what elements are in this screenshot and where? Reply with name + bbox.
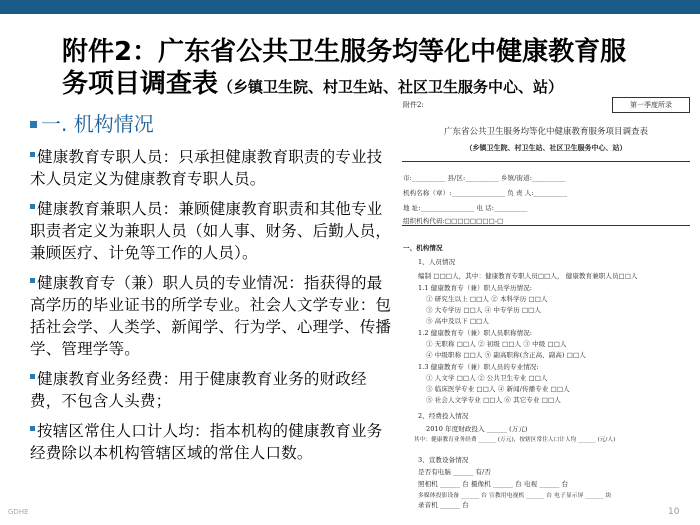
form-line: 1、人员情况 — [418, 258, 456, 266]
form-quarter-box: 第一季度所录 — [612, 97, 690, 113]
form-line: ⑤ 社会人文学专业 □□人 ⑥ 其它专业 □□人 — [426, 396, 561, 404]
footer-logo-text: GDHE — [8, 508, 29, 516]
content-left — [30, 110, 392, 472]
page-title — [62, 36, 692, 103]
paragraph-1 — [30, 146, 392, 190]
form-line: 录音机 ______ 台 — [418, 501, 469, 509]
form-line: 地 址:________________ 电 话:__________ — [403, 204, 528, 212]
paragraph-text: 健康教育专职人员：只承担健康教育职责的专业技术人员定义为健康教育专职人员。 — [30, 148, 383, 188]
bullet-icon — [30, 278, 35, 283]
form-line: ① 无职称 □□人 ② 初级 □□人 ③ 中级 □□人 — [426, 340, 567, 348]
title-line-2-main: 务项目调查表 — [62, 69, 219, 99]
form-attachment-label: 附件2: — [403, 101, 424, 109]
form-line: 其中：健康教育业务经费 ______ (万元)，按辖区常住人口计人均 ______ (元/人) — [414, 437, 616, 443]
paragraph-text: 健康教育业务经费：用于健康教育业务的财政经费，不包含人头费； — [30, 370, 367, 410]
bullet-icon — [30, 426, 35, 431]
form-line: 多媒体投影设备 ______ 台 宣教用电视机 ______ 台 电子显示屏 ______ 块 — [418, 493, 612, 499]
paragraph-5 — [30, 420, 392, 464]
paragraph-text: 健康教育专（兼）职人员的专业情况：指获得的最高学历的毕业证书的所学专业。社会人文学专业：包括社会学、人类学、新闻学、行为学、心理学、传播学、管理学等。 — [30, 274, 392, 358]
title-line-1: 附件2：广东省公共卫生服务均等化中健康教育服 — [62, 37, 627, 67]
form-divider — [402, 225, 690, 226]
page-number: 10 — [668, 507, 680, 517]
form-line: ① 人文学 □□人 ② 公共卫生专业 □□人 — [426, 374, 548, 382]
form-line: ③ 大专学历 □□人 ④ 中专学历 □□人 — [426, 306, 541, 314]
bullet-icon — [30, 374, 35, 379]
form-line: ③ 临床医学专业 □□人 ④ 新闻/传播专业 □□人 — [426, 385, 570, 393]
form-line: 编制 □□□人，其中：健康教育专职人员□□人， 健康教育兼职人员□□人 — [418, 272, 638, 280]
form-line: 组织机构代码:□□□□□□□□-□ — [403, 217, 504, 225]
section-heading-text: 一. 机构情况 — [41, 112, 154, 136]
form-line: 3、宣教设备情况 — [418, 456, 469, 464]
bullet-icon — [30, 152, 35, 157]
form-line: 市:__________ 县/区:__________ 乡镇/街道:__________ — [403, 174, 566, 182]
form-line: 1.2 健康教育专（兼）职人员职称情况: — [418, 329, 533, 337]
form-title: 广东省公共卫生服务均等化中健康教育服务项目调查表 — [443, 127, 648, 137]
paragraph-text: 按辖区常住人口计人均：指本机构的健康教育业务经费除以本机构管辖区域的常住人口数。 — [30, 422, 383, 462]
form-subtitle: （乡镇卫生院、村卫生站、社区卫生服务中心、站） — [465, 143, 627, 152]
form-line: ⑤ 高中及以下 □□人 — [426, 317, 490, 325]
section-heading — [30, 110, 392, 138]
paragraph-text: 健康教育兼职人员：兼顾健康教育职责和其他专业职责者定义为兼职人员（如人事、财务、后勤人员，兼顾医疗、计免等工作的人员）。 — [30, 200, 392, 262]
top-banner — [0, 0, 700, 14]
form-line: 2010 年度财政投入 ______ (万元) — [426, 425, 528, 433]
form-line: 一、机构情况 — [403, 244, 443, 252]
paragraph-2 — [30, 198, 392, 264]
form-line: ④ 中级职称 □□人 ⑤ 副高职称(含正高、副高) □□人 — [426, 351, 586, 359]
form-line: 机构名称（章）:________________ 负 责 人:__________ — [403, 189, 568, 197]
form-line: 是否有电脑 ______ 有/否 — [418, 468, 491, 476]
scanned-form-image — [400, 97, 692, 507]
form-line: 照相机 ______ 台 摄像机 ______ 台 电视 ______ 台 — [418, 480, 569, 488]
form-divider — [402, 161, 690, 162]
form-line: 1.3 健康教育专（兼）职人员的专业情况: — [418, 363, 539, 371]
form-line: 2、经费投入情况 — [418, 412, 469, 420]
bullet-icon — [30, 204, 35, 209]
form-line: 1.1 健康教育专（兼）职人员学历情况: — [418, 284, 533, 292]
section-bullet-icon — [30, 121, 37, 128]
paragraph-3 — [30, 272, 392, 360]
form-line: ① 研究生以上 □□人 ② 本科学历 □□人 — [426, 295, 548, 303]
paragraph-4 — [30, 368, 392, 412]
title-subtitle: （乡镇卫生院、村卫生站、社区卫生服务中心、站） — [218, 78, 564, 96]
